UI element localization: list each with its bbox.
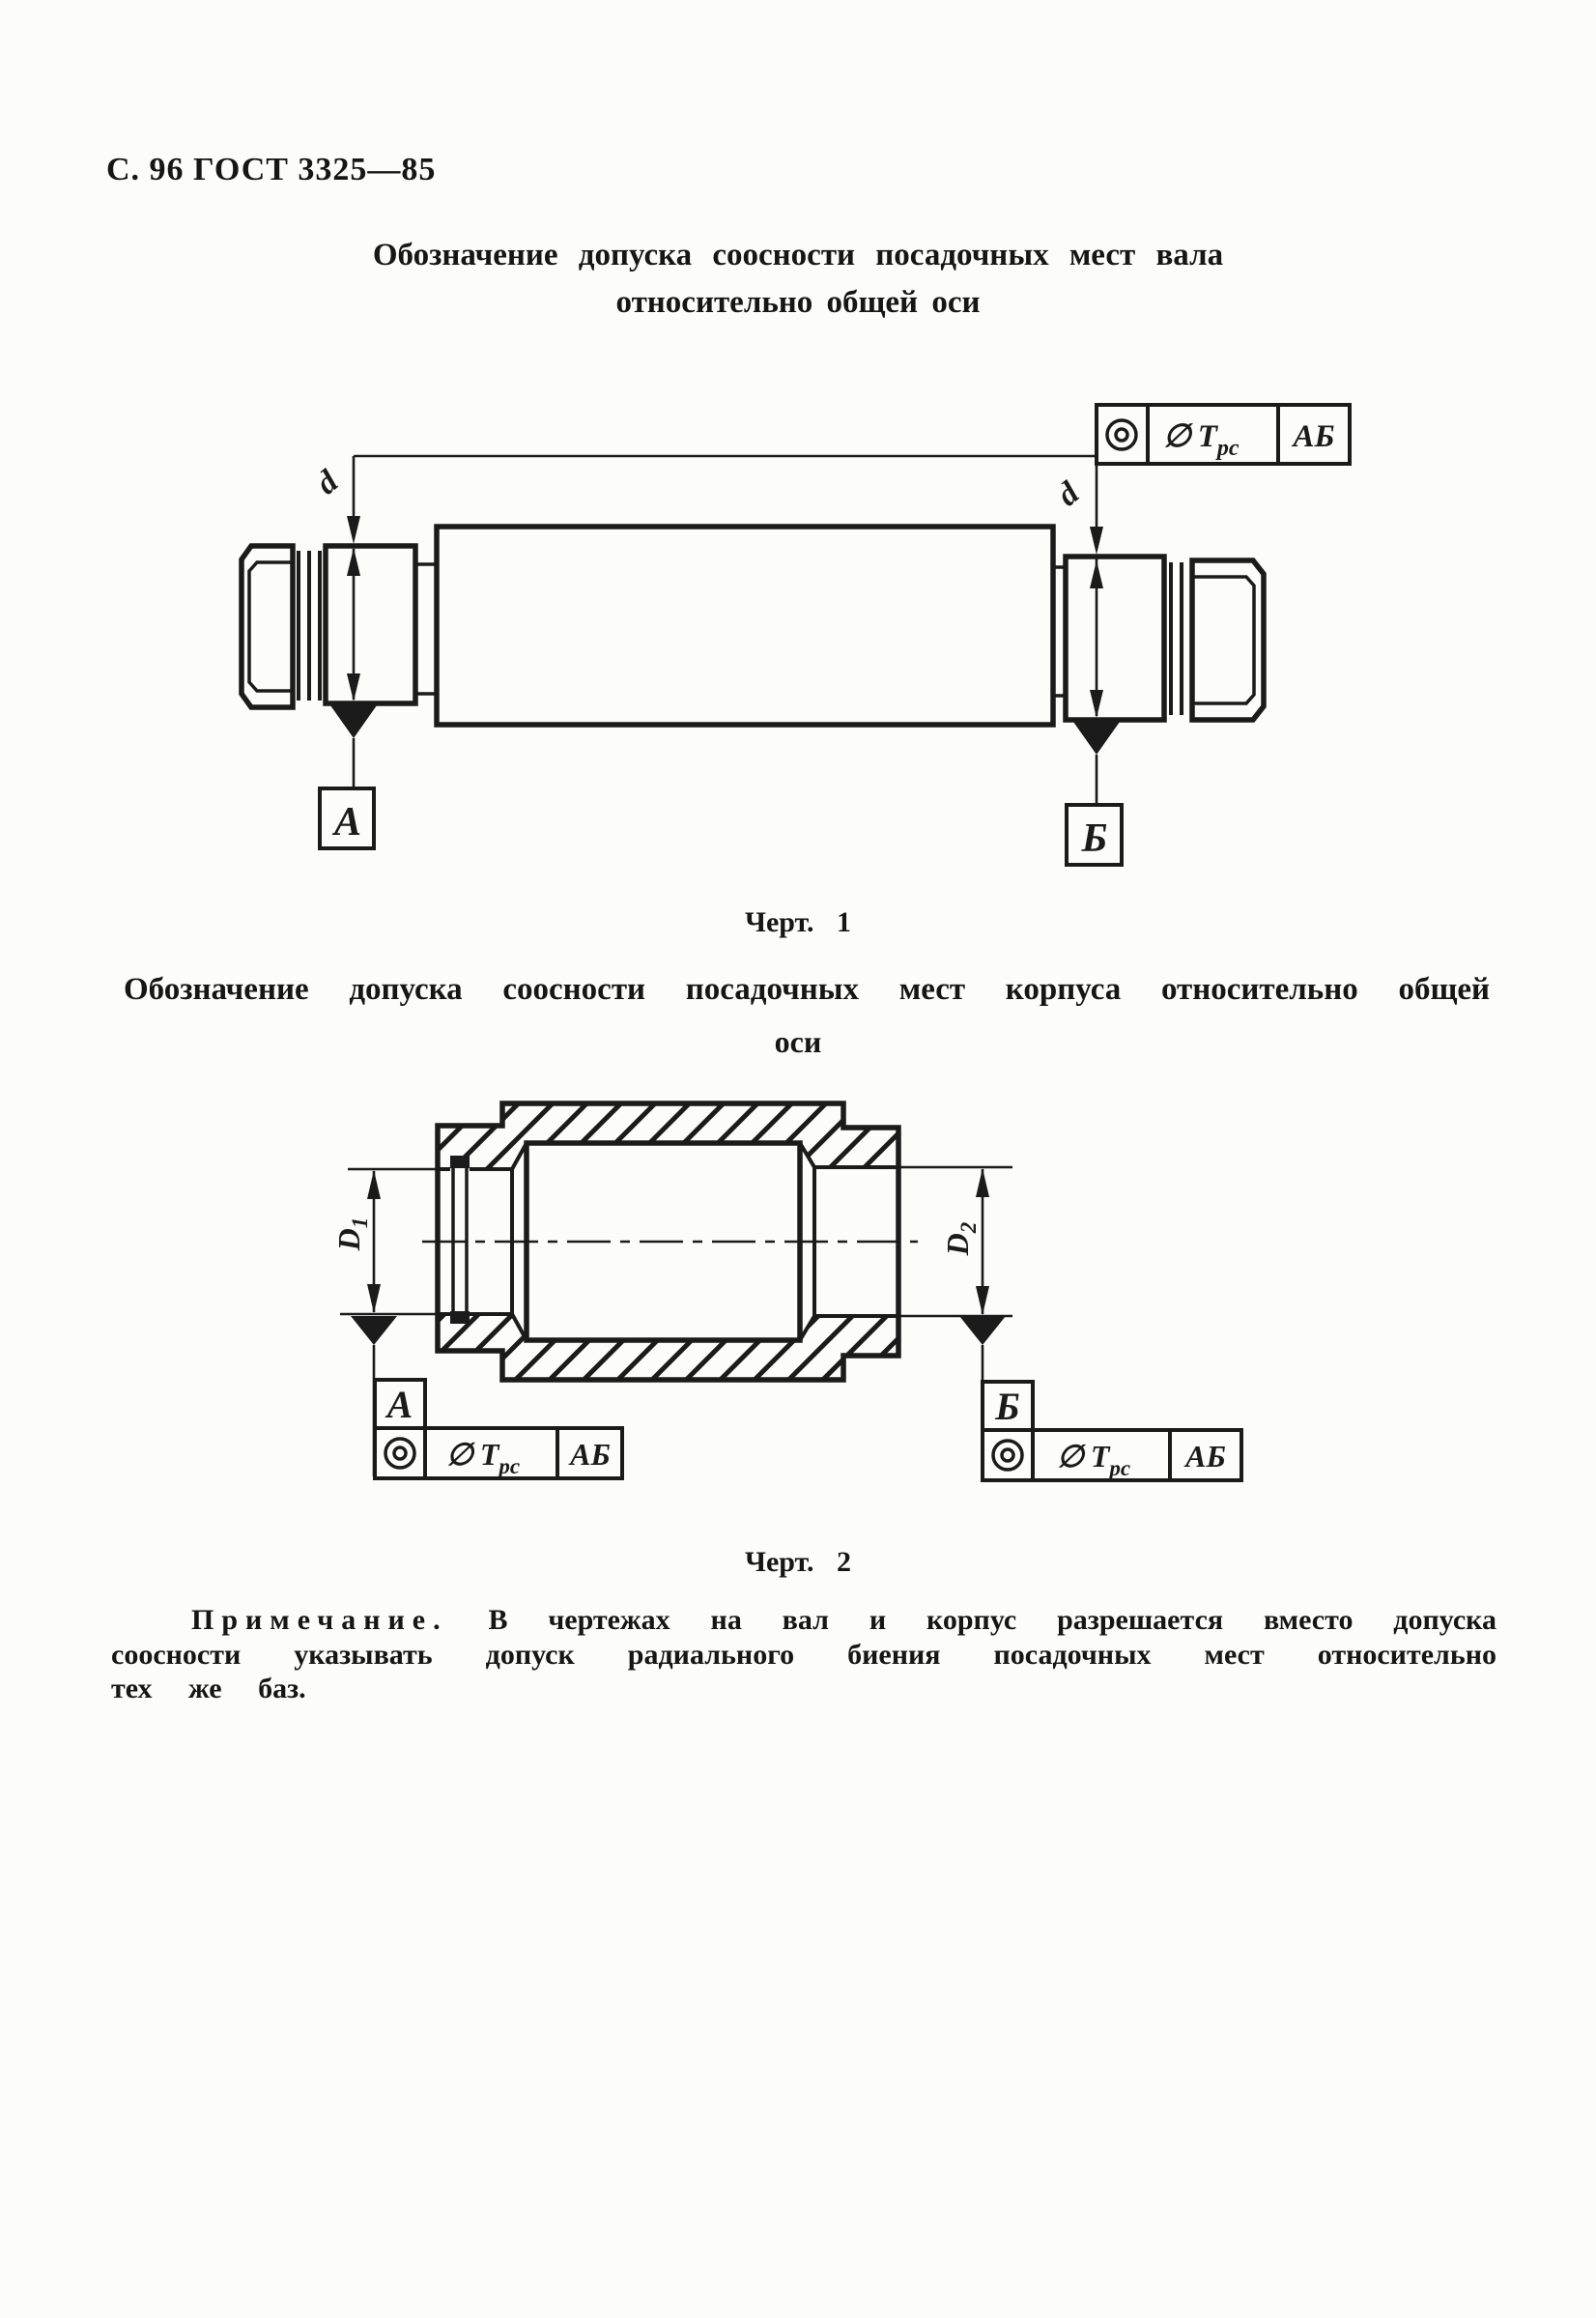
tolerance-frame-fig1: [1097, 405, 1350, 464]
figure2-title-line1: Обозначение допуска соосности посадочных мест корпуса относительно общей: [124, 972, 1490, 1007]
datum-label-a: А: [386, 1383, 413, 1426]
figure2-caption: Черт. 2: [744, 1546, 852, 1578]
dimension-label-d2: $D_2$: [940, 1221, 981, 1256]
retaining-ring: [450, 1156, 470, 1324]
datum-triangle: [1073, 722, 1120, 755]
note-line1-rest: В чертежах на вал и корпус разрешается вместо допуска: [488, 1604, 1496, 1636]
datum-triangle: [330, 705, 377, 738]
figure1-title-line1: Обозначение допуска соосности посадочных мест вала: [372, 238, 1224, 272]
dimension-d1: [331, 1169, 438, 1314]
tolerance-value: ∅ $T_{рс}$: [1163, 419, 1240, 461]
tolerance-frame-fig2-left: [375, 1428, 622, 1478]
note-paragraph-line2: соосности указывать допуск радиального биения посадочных мест относительно: [111, 1639, 1496, 1671]
tolerance-value: ∅ $T_{рс}$: [446, 1437, 521, 1478]
shaft-drawing: [242, 405, 1350, 865]
tolerance-datum-ref: АБ: [570, 1437, 611, 1472]
concentricity-icon: [1107, 420, 1136, 449]
concentricity-icon: [993, 1441, 1022, 1470]
datum-a-fig1: [320, 705, 377, 848]
datum-triangle: [351, 1316, 397, 1345]
page-header: С. 96 ГОСТ 3325—85: [106, 152, 437, 187]
tolerance-datum-ref: АБ: [1185, 1439, 1226, 1474]
shaft-outline: [242, 527, 1264, 725]
dimension-label-d1: $D_1$: [331, 1216, 372, 1251]
datum-triangle: [959, 1316, 1006, 1345]
note-paragraph-line3: тех же баз.: [111, 1673, 306, 1704]
note-label: Примечание.: [191, 1604, 448, 1636]
tolerance-value: ∅ $T_{рс}$: [1057, 1439, 1131, 1480]
dimension-label-d-left: d: [309, 463, 346, 502]
datum-b-fig1: [1067, 722, 1122, 865]
figure2-title-line2: оси: [774, 1024, 822, 1059]
tolerance-datum-ref: АБ: [1293, 419, 1335, 454]
dimension-label-d-right: d: [1050, 474, 1087, 514]
figure1-caption: Черт. 1: [744, 906, 852, 938]
datum-label-b: Б: [1081, 816, 1108, 861]
tolerance-frame-fig2-right: [983, 1430, 1241, 1480]
datum-b-fig2: [959, 1316, 1241, 1480]
housing-drawing: [331, 1103, 1241, 1480]
leader-lines: [347, 456, 1103, 555]
figure1-title-line2: относительно общей оси: [615, 285, 981, 320]
datum-label-b: Б: [995, 1385, 1020, 1428]
concentricity-icon: [385, 1439, 414, 1468]
datum-label-a: А: [333, 800, 362, 844]
